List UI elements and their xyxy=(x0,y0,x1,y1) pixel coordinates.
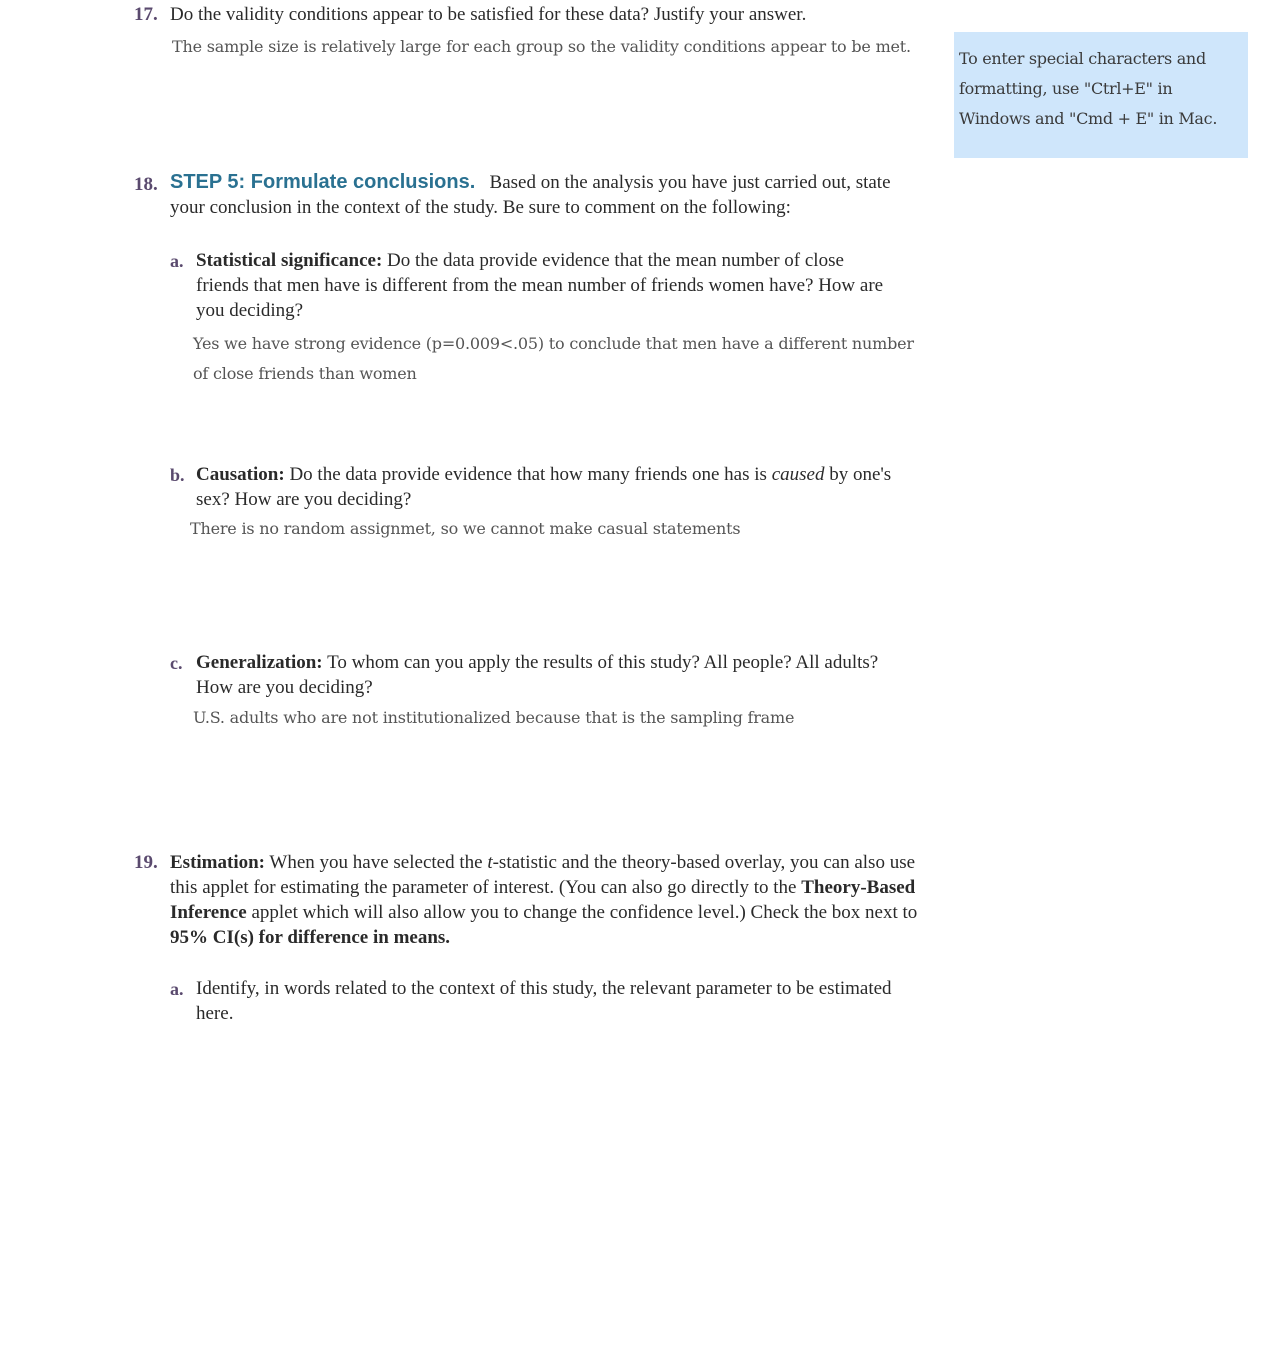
question-19-number: 19. xyxy=(134,852,158,873)
question-18c-letter: c. xyxy=(170,653,183,673)
formatting-tip-text: To enter special characters and formatting, use "Ctrl+E" in Windows and "Cmd + E" in Mac. xyxy=(959,49,1218,128)
question-18b-answer[interactable]: There is no random assignmet, so we cannot make casual statements xyxy=(190,519,741,538)
question-18-text xyxy=(170,170,910,220)
question-19-text-1: When you have selected the xyxy=(269,852,483,873)
formatting-tip-box xyxy=(954,32,1248,158)
question-19a-letter: a. xyxy=(170,979,184,999)
t-statistic-emphasis: t xyxy=(487,852,493,873)
question-18c-answer[interactable]: U.S. adults who are not institutionalized because that is the sampling frame xyxy=(193,708,795,727)
statistical-significance-label: Statistical significance: xyxy=(196,250,383,271)
question-17-answer[interactable]: The sample size is relatively large for each group so the validity conditions appear to be met. xyxy=(172,37,911,56)
question-18b-text xyxy=(196,462,896,512)
generalization-label: Generalization: xyxy=(196,652,323,673)
question-18b-prompt-start: Do the data provide evidence that how many friends one has is xyxy=(289,464,767,485)
question-19a-text xyxy=(196,976,896,1026)
question-19-text xyxy=(170,850,920,950)
question-18a-prompt: Do the data provide evidence that the mean number of close friends that men have is different from the mean number of friends women have? How are you deciding? xyxy=(196,250,884,321)
question-19-text-2: -statistic and the theory-based overlay, you can also use this applet for estimating the parameter of interest. (You can also go directly to the xyxy=(170,852,916,898)
theory-based-inference-applet-label: Theory-Based Inference xyxy=(170,877,916,923)
question-18a-answer[interactable]: Yes we have strong evidence (p=0.009<.05) to conclude that men have a different number of close friends than women xyxy=(193,334,914,383)
question-17-prompt: Do the validity conditions appear to be satisfied for these data? Justify your answer. xyxy=(170,4,807,25)
question-17-number: 17. xyxy=(134,4,158,25)
question-18b-prompt-end: by one's sex? How are you deciding? xyxy=(196,464,892,510)
question-18b-letter: b. xyxy=(170,465,185,485)
question-18-intro: Based on the analysis you have just carried out, state your conclusion in the context of the study. Be sure to comment on the following: xyxy=(170,172,891,218)
question-19a-prompt: Identify, in words related to the context of this study, the relevant parameter to be estimated here. xyxy=(196,978,892,1024)
question-18a-text xyxy=(196,248,886,323)
question-18c-text xyxy=(196,650,896,700)
estimation-label: Estimation: xyxy=(170,852,265,873)
caused-emphasis: caused xyxy=(771,464,825,485)
question-18c-prompt: To whom can you apply the results of this study? All people? All adults? How are you deciding? xyxy=(196,652,879,698)
step-5-heading: STEP 5: Formulate conclusions. xyxy=(170,171,476,193)
causation-label: Causation: xyxy=(196,464,285,485)
question-19a-answer[interactable] xyxy=(193,1030,933,1330)
ci-checkbox-label: 95% CI(s) for difference in means. xyxy=(170,927,451,948)
question-17-text xyxy=(170,2,930,27)
question-18-number: 18. xyxy=(134,174,158,195)
question-19-text-3: applet which will also allow you to change the confidence level.) Check the box next to xyxy=(251,902,918,923)
question-18a-letter: a. xyxy=(170,251,184,271)
